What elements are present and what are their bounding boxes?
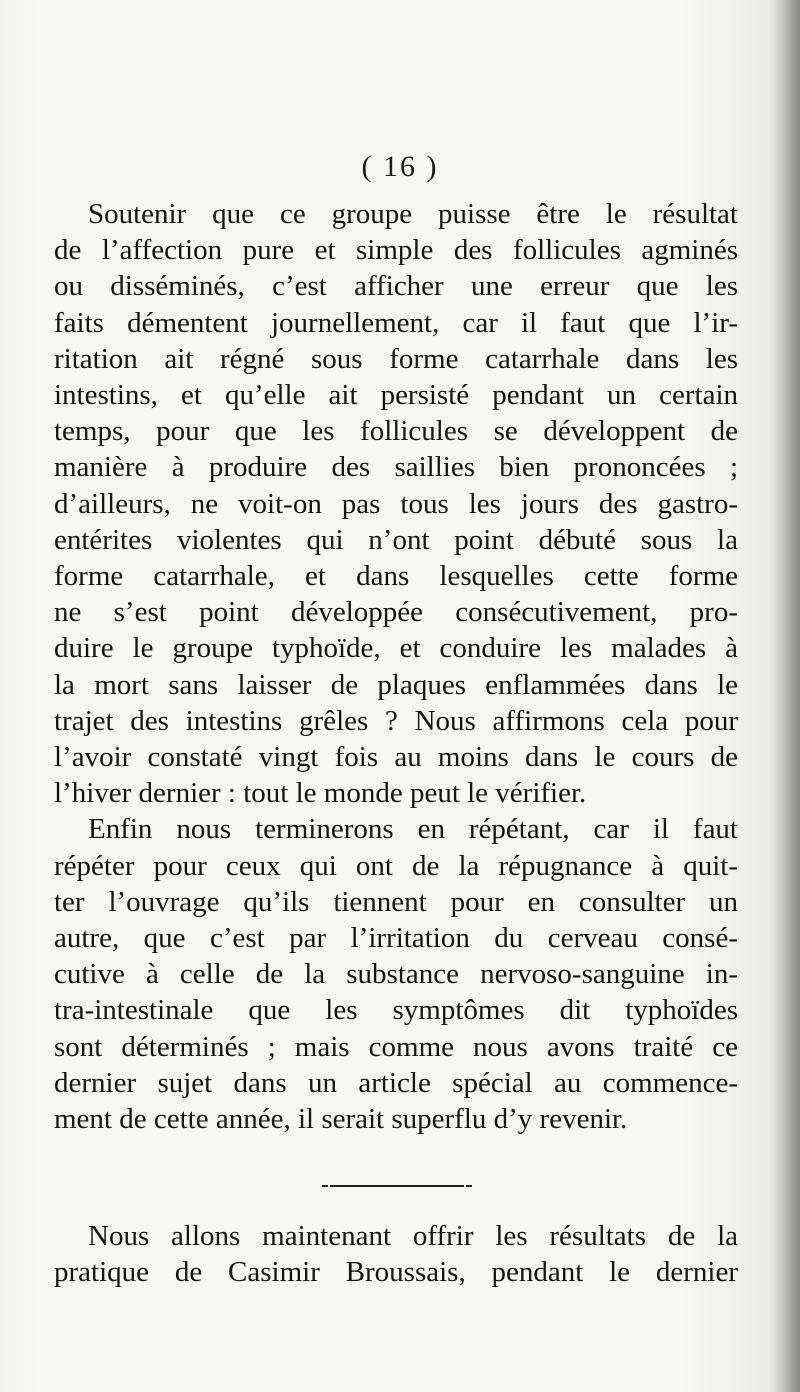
paragraph-2: [54, 811, 738, 1137]
page-edge-shadow: [772, 0, 800, 1392]
text-line: Soutenir que ce groupe puisse être le résultat: [88, 198, 738, 230]
text-line: ment de cette année, il serait superflu d’y revenir.: [54, 1103, 628, 1136]
text-line: Enfin nous terminerons en répétant, car il faut: [88, 813, 738, 846]
section-divider: [330, 1185, 464, 1187]
text-line: l’avoir constaté vingt fois au moins dans le cours de: [54, 741, 738, 774]
text-line: tra-intestinale que les symptômes dit typhoïdes: [54, 994, 738, 1027]
body-text: [54, 196, 738, 1137]
text-line: cutive à celle de la substance nervoso-sanguine in-: [54, 958, 738, 991]
text-line: temps, pour que les follicules se développent de: [54, 415, 738, 448]
text-line: pratique de Casimir Broussais, pendant le dernier: [54, 1256, 738, 1289]
text-line: ne s’est point développée consécutivement, pro-: [54, 596, 738, 629]
text-line: répéter pour ceux qui ont de la répugnance à quit-: [54, 849, 738, 882]
body-text-continued: [54, 1218, 738, 1290]
text-line: ter l’ouvrage qu’ils tiennent pour en consulter un: [54, 885, 738, 918]
text-line: l’hiver dernier : tout le monde peut le vérifier.: [54, 777, 587, 810]
text-line: duire le groupe typhoïde, et conduire les malades à: [54, 632, 738, 665]
paragraph-3: [54, 1218, 738, 1290]
text-line: d’ailleurs, ne voit-on pas tous les jours des gastro-: [54, 487, 738, 520]
text-line: de l’affection pure et simple des follicules agminés: [54, 234, 738, 267]
text-line: ritation ait régné sous forme catarrhale dans les: [54, 342, 738, 375]
text-line: forme catarrhale, et dans lesquelles cette forme: [54, 560, 738, 593]
paragraph-1: [54, 196, 738, 811]
text-line: dernier sujet dans un article spécial au commence-: [54, 1066, 738, 1099]
text-line: trajet des intestins grêles ? Nous affirmons cela pour: [54, 704, 738, 737]
text-line: intestins, et qu’elle ait persisté pendant un certain: [54, 379, 738, 412]
page-number: ( 16 ): [361, 150, 439, 183]
text-line: Nous allons maintenant offrir les résultats de la: [88, 1220, 738, 1252]
text-line: ou disséminés, c’est afficher une erreur que les: [54, 270, 738, 303]
text-line: entérites violentes qui n’ont point débuté sous la: [54, 523, 738, 556]
text-line: autre, que c’est par l’irritation du cerveau consé-: [54, 922, 738, 955]
text-line: sont déterminés ; mais comme nous avons traité ce: [54, 1030, 738, 1063]
text-line: faits démentent journellement, car il faut que l’ir-: [54, 306, 738, 339]
text-line: manière à produire des saillies bien prononcées ;: [54, 451, 738, 484]
text-line: la mort sans laisser de plaques enflammées dans le: [54, 668, 738, 701]
